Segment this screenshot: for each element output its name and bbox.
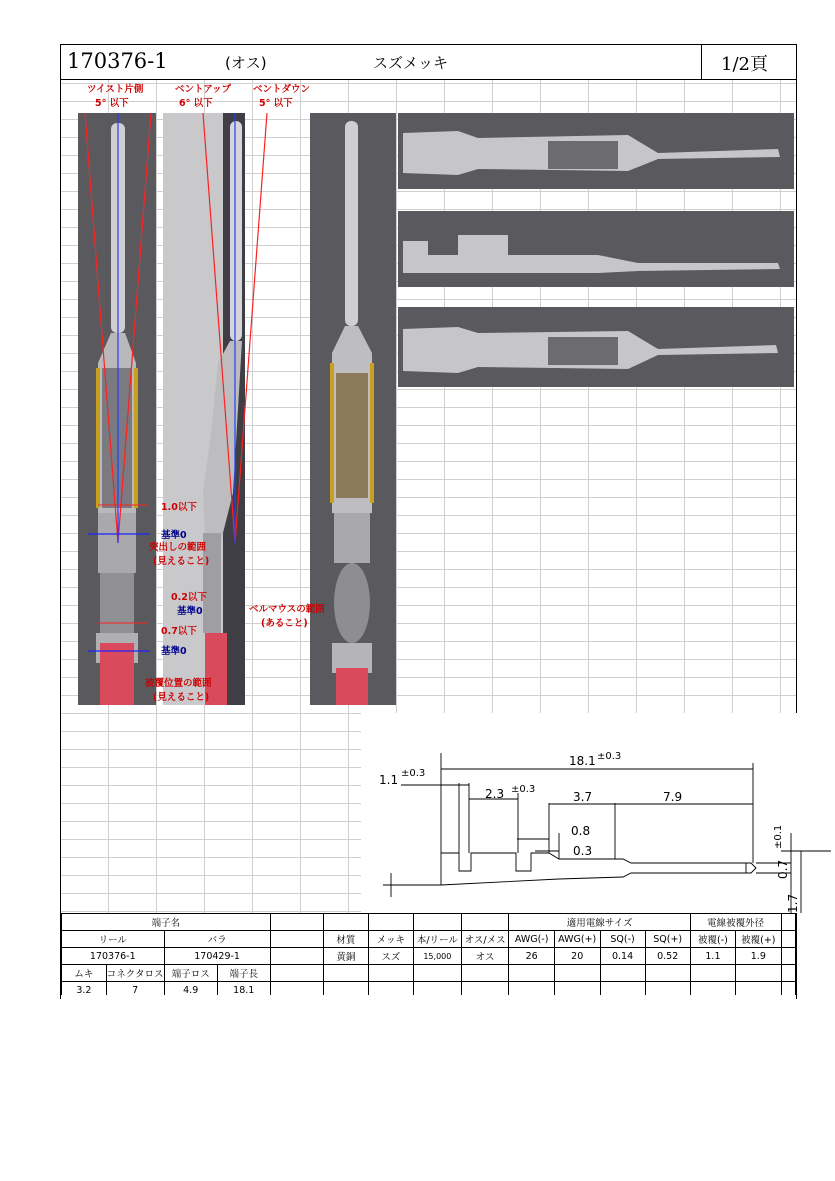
bend-up-title: ベントアップ [175,84,232,95]
awg-min-value: 26 [509,948,554,965]
plating-value: スズ [368,948,413,965]
photo-front-view [310,113,396,705]
dim-1-1: 1.1 [379,773,399,787]
sq-min-header: SQ(-) [600,931,645,948]
plating-label: スズメッキ [373,54,449,72]
dim-2-3: 2.3 [485,787,505,801]
part-number: 170376-1 [67,49,168,73]
photo-top-closeup [398,113,794,189]
table-row [62,914,796,931]
awg-min-header: AWG(-) [509,931,554,948]
dim-total-length: 18.1 [569,754,596,768]
wire-size-header: 適用電線サイズ [509,914,690,931]
dim-total-tol: ±0.3 [597,751,622,762]
terminal-bottom-closeup-image [398,307,794,387]
terminal-length-value: 18.1 [217,982,270,999]
terminal-name-header: 端子名 [62,914,271,931]
pcs-per-reel-value: 15,000 [414,948,462,965]
bend-down-value: 5° 以下 [259,98,293,109]
gender-header: オス/メス [461,931,509,948]
insulation-max-header: 被覆(+) [736,931,781,948]
awg-max-value: 20 [554,948,600,965]
dim-3-7: 3.7 [573,790,593,804]
gender-label: (オス) [225,54,267,72]
dim-7-9: 7.9 [663,790,683,804]
dim-0-3: 0.3 [573,844,593,858]
awg-max-header: AWG(+) [554,931,600,948]
table-row [62,931,796,948]
page-number: 1/2頁 [721,54,768,75]
terminal-top-view-image [78,113,156,705]
terminal-loss-header: 端子ロス [164,965,217,982]
specification-sheet [60,44,800,999]
bellmouth-exists-label: (あること) [261,618,308,629]
sq-max-value: 0.52 [645,948,690,965]
max-1-0-label: 1.0以下 [161,502,197,513]
protrusion-visible-label: (見えること) [153,556,210,567]
max-0-7-label: 0.7以下 [161,626,197,637]
dim-0-7: 0.7 [776,859,790,879]
strip-length-header: ムキ [62,965,107,982]
photo-side-view [163,113,245,705]
protrusion-range-label: 突出しの範囲 [149,542,207,553]
bulk-header: バラ [164,931,270,948]
dim-1-7: 1.7 [786,893,800,913]
bend-up-value: 6° 以下 [179,98,213,109]
insulation-min-value: 1.1 [690,948,735,965]
twist-title: ツイスト片側 [87,84,144,95]
photo-bottom-closeup [398,307,794,387]
bend-down-title: ベントダウン [253,84,311,95]
insulation-range-label: 被覆位置の範囲 [145,678,212,689]
pcs-per-reel-header: 本/リール [414,931,462,948]
terminal-top-closeup-image [398,113,794,189]
insulation-visible-label: (見えること) [153,692,210,703]
strip-length-value: 3.2 [62,982,107,999]
bellmouth-range-label: ベルマウスの範囲 [249,604,325,615]
sq-max-header: SQ(+) [645,931,690,948]
twist-value: 5° 以下 [95,98,129,109]
reel-header: リール [62,931,165,948]
dimension-drawing [361,713,800,913]
table-row [62,965,796,982]
photo-side-closeup [398,211,794,287]
reel-value: 170376-1 [62,948,165,965]
dim-2-3-tol: ±0.3 [511,784,536,795]
connector-loss-header: コネクタロス [106,965,164,982]
terminal-front-view-image [310,113,396,705]
max-0-2-label: 0.2以下 [171,592,207,603]
dim-1-1-tol: ±0.3 [401,768,426,779]
terminal-side-closeup-image [398,211,794,287]
base-0-label-c: 基準0 [161,646,187,657]
base-0-label-b: 基準0 [177,606,203,617]
insulation-min-header: 被覆(-) [690,931,735,948]
connector-loss-value: 7 [106,982,164,999]
terminal-side-view-image [163,113,245,705]
specification-table [61,913,796,999]
material-value: 黄銅 [324,948,369,965]
photo-top-view [78,113,156,705]
insulation-diameter-header: 電線被覆外径 [690,914,781,931]
material-header: 材質 [324,931,369,948]
dim-0-8: 0.8 [571,824,591,838]
base-0-label-a: 基準0 [161,530,187,541]
insulation-max-value: 1.9 [736,948,781,965]
table-row [62,948,796,965]
terminal-length-header: 端子長 [217,965,270,982]
sq-min-value: 0.14 [600,948,645,965]
header-divider [701,45,702,79]
bulk-value: 170429-1 [164,948,270,965]
plating-header: メッキ [368,931,413,948]
terminal-loss-value: 4.9 [164,982,217,999]
dim-0-7-tol: ±0.1 [773,824,784,849]
bottom-margin [61,995,796,1000]
gender-value: オス [461,948,509,965]
header-bar [61,45,796,80]
